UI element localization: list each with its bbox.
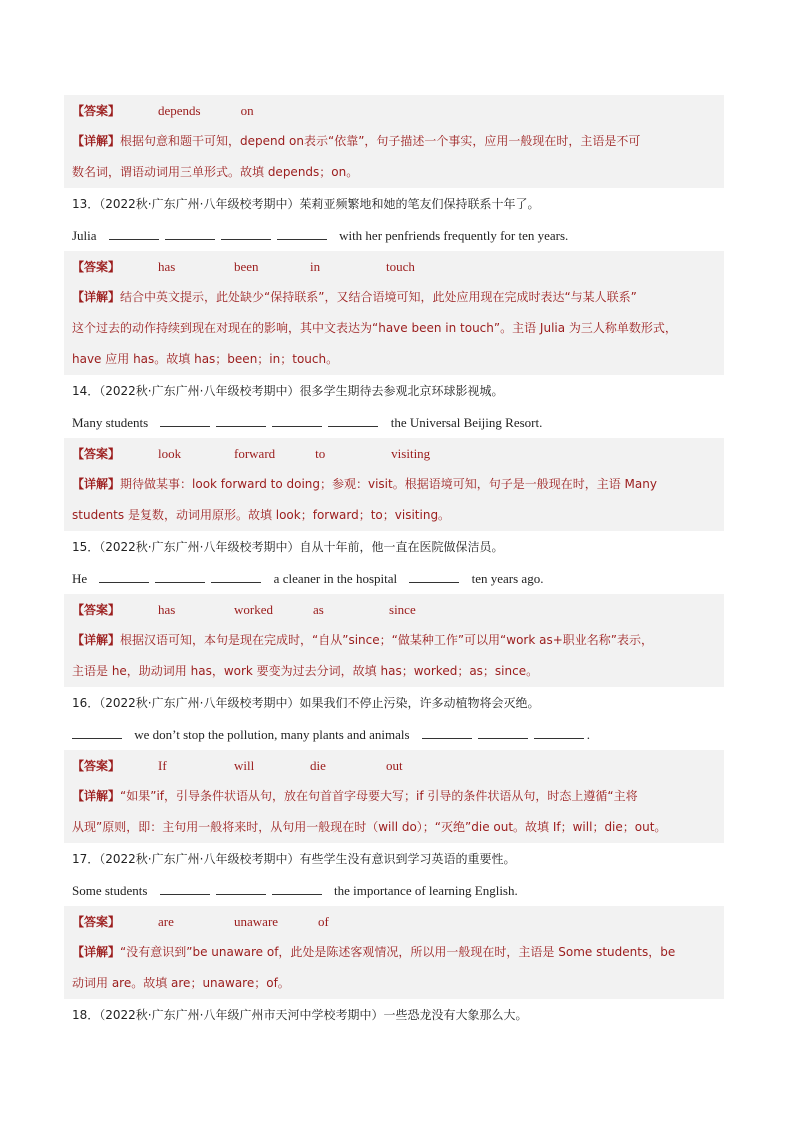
detail-line bbox=[72, 781, 638, 812]
detail-label: 【详解】 bbox=[72, 789, 121, 803]
detail-label: 【详解】 bbox=[72, 134, 121, 148]
answer-word: out bbox=[386, 758, 403, 773]
blank[interactable] bbox=[109, 229, 159, 240]
detail-line bbox=[72, 344, 338, 375]
answer-label: 【答案】 bbox=[72, 260, 121, 274]
blank[interactable] bbox=[216, 416, 266, 427]
answer-label: 【答案】 bbox=[72, 759, 121, 773]
blank[interactable] bbox=[328, 416, 378, 427]
blank[interactable] bbox=[277, 229, 327, 240]
question-title: 13．（2022秋·广东广州·八年级校考期中）茱莉亚频繁地和她的笔友们保持联系十年了。 bbox=[72, 197, 540, 211]
blank[interactable] bbox=[221, 229, 271, 240]
detail-text: “没有意识到”be unaware of，此处是陈述客观情况，所以用一般现在时，主语是 Some students，be bbox=[120, 945, 676, 959]
answer-word: as bbox=[313, 602, 324, 617]
detail-text: 从现”原则，即：主句用一般将来时，从句用一般现在时（will do）；“灭绝”die out。故填 If；will；die；out。 bbox=[72, 820, 667, 834]
fill-in-sentence: Many students the Universal Beijing Resort. bbox=[72, 415, 543, 430]
detail-line bbox=[72, 313, 677, 344]
detail-text: 动词用 are。故填 are；unaware；of。 bbox=[72, 976, 290, 990]
detail-label: 【详解】 bbox=[72, 290, 121, 304]
detail-line bbox=[72, 157, 358, 188]
answer-line bbox=[72, 906, 354, 937]
answer-line bbox=[72, 251, 422, 282]
answer-word: in bbox=[310, 259, 321, 274]
question-title: 18．（2022秋·广东广州·八年级广州市天河中学校考期中）一些恐龙没有大象那么大。 bbox=[72, 1008, 528, 1022]
blank[interactable] bbox=[534, 728, 584, 739]
detail-line bbox=[72, 500, 450, 531]
answer-word: of bbox=[318, 914, 329, 929]
fill-in-sentence: Julia with her penfriends frequently for ten years. bbox=[72, 228, 569, 243]
answer-line bbox=[72, 438, 430, 469]
answer-word: forward bbox=[234, 446, 276, 461]
detail-text: have 应用 has。故填 has；been；in；touch。 bbox=[72, 352, 339, 366]
detail-line bbox=[72, 469, 657, 500]
blank[interactable] bbox=[272, 884, 322, 895]
answer-word: to bbox=[315, 446, 326, 461]
answer-line bbox=[72, 95, 277, 126]
detail-line bbox=[72, 625, 653, 656]
blank[interactable] bbox=[422, 728, 472, 739]
detail-text: students 是复数，动词用原形。故填 look；forward；to；visiting。 bbox=[72, 508, 451, 522]
question-title: 15．（2022秋·广东广州·八年级校考期中）自从十年前，他一直在医院做保洁员。 bbox=[72, 540, 504, 554]
answer-word: touch bbox=[386, 259, 415, 274]
answer-word: will bbox=[234, 758, 255, 773]
detail-line bbox=[72, 968, 290, 999]
detail-line bbox=[72, 126, 640, 157]
answer-word: visiting bbox=[391, 446, 431, 461]
detail-label: 【详解】 bbox=[72, 945, 121, 959]
blank[interactable] bbox=[211, 572, 261, 583]
blank[interactable] bbox=[72, 728, 122, 739]
answer-word: has bbox=[158, 602, 176, 617]
detail-text: 根据句意和题干可知，depend on表示“依靠”，句子描述一个事实，应用一般现在时，主语是不可 bbox=[120, 134, 641, 148]
blank[interactable] bbox=[160, 416, 210, 427]
blank[interactable] bbox=[409, 572, 459, 583]
detail-text: 数名词，谓语动词用三单形式。故填 depends；on。 bbox=[72, 165, 359, 179]
blank[interactable] bbox=[155, 572, 205, 583]
detail-line bbox=[72, 812, 666, 843]
answer-word: die bbox=[310, 758, 326, 773]
detail-label: 【详解】 bbox=[72, 633, 121, 647]
answer-word: unaware bbox=[234, 914, 279, 929]
blank[interactable] bbox=[99, 572, 149, 583]
fill-in-sentence: Some students the importance of learning English. bbox=[72, 883, 518, 898]
detail-text: 这个过去的动作持续到现在对现在的影响，其中文表达为“have been in touch”。主语 Julia 为三人称单数形式， bbox=[72, 321, 677, 335]
detail-text: “如果”if，引导条件状语从句，放在句首首字母要大写；if 引导的条件状语从句，时态上遵循“主将 bbox=[120, 789, 638, 803]
detail-label: 【详解】 bbox=[72, 477, 121, 491]
answer-word: on bbox=[240, 103, 254, 118]
detail-text: 主语是 he，助动词用 has，work 要变为过去分词，故填 has；worked；as；since。 bbox=[72, 664, 539, 678]
answer-label: 【答案】 bbox=[72, 104, 121, 118]
answer-label: 【答案】 bbox=[72, 915, 121, 929]
answer-word: has bbox=[158, 259, 176, 274]
answer-word: been bbox=[234, 259, 259, 274]
blank[interactable] bbox=[165, 229, 215, 240]
answer-word: look bbox=[158, 446, 182, 461]
fill-in-sentence: we don’t stop the pollution, many plants and animals . bbox=[72, 719, 590, 750]
detail-line bbox=[72, 937, 675, 968]
detail-line bbox=[72, 656, 538, 687]
question-title: 14．（2022秋·广东广州·八年级校考期中）很多学生期待去参观北京环球影视城。 bbox=[72, 384, 504, 398]
answer-line bbox=[72, 750, 422, 781]
answer-word: depends bbox=[158, 103, 201, 118]
question-title: 17．（2022秋·广东广州·八年级校考期中）有些学生没有意识到学习英语的重要性。 bbox=[72, 852, 516, 866]
answer-label: 【答案】 bbox=[72, 603, 121, 617]
question-title: 16．（2022秋·广东广州·八年级校考期中）如果我们不停止污染，许多动植物将会灭绝。 bbox=[72, 696, 540, 710]
detail-text: 结合中英文提示，此处缺少“保持联系”，又结合语境可知，此处应用现在完成时表达“与某人联系” bbox=[120, 290, 637, 304]
answer-word: are bbox=[158, 914, 174, 929]
blank[interactable] bbox=[272, 416, 322, 427]
answer-line bbox=[72, 594, 425, 625]
detail-text: 期待做某事：look forward to doing；参观：visit。根据语境可知，句子是一般现在时，主语 Many bbox=[120, 477, 657, 491]
answer-word: worked bbox=[234, 602, 274, 617]
blank[interactable] bbox=[160, 884, 210, 895]
detail-line bbox=[72, 282, 637, 313]
blank[interactable] bbox=[216, 884, 266, 895]
answer-word: since bbox=[389, 602, 416, 617]
fill-in-sentence: He a cleaner in the hospital ten years ago. bbox=[72, 571, 544, 586]
answer-label: 【答案】 bbox=[72, 447, 121, 461]
answer-word: If bbox=[158, 758, 167, 773]
detail-text: 根据汉语可知，本句是现在完成时，“自从”since；“做某种工作”可以用“work as+职业名称”表示， bbox=[120, 633, 654, 647]
blank[interactable] bbox=[478, 728, 528, 739]
